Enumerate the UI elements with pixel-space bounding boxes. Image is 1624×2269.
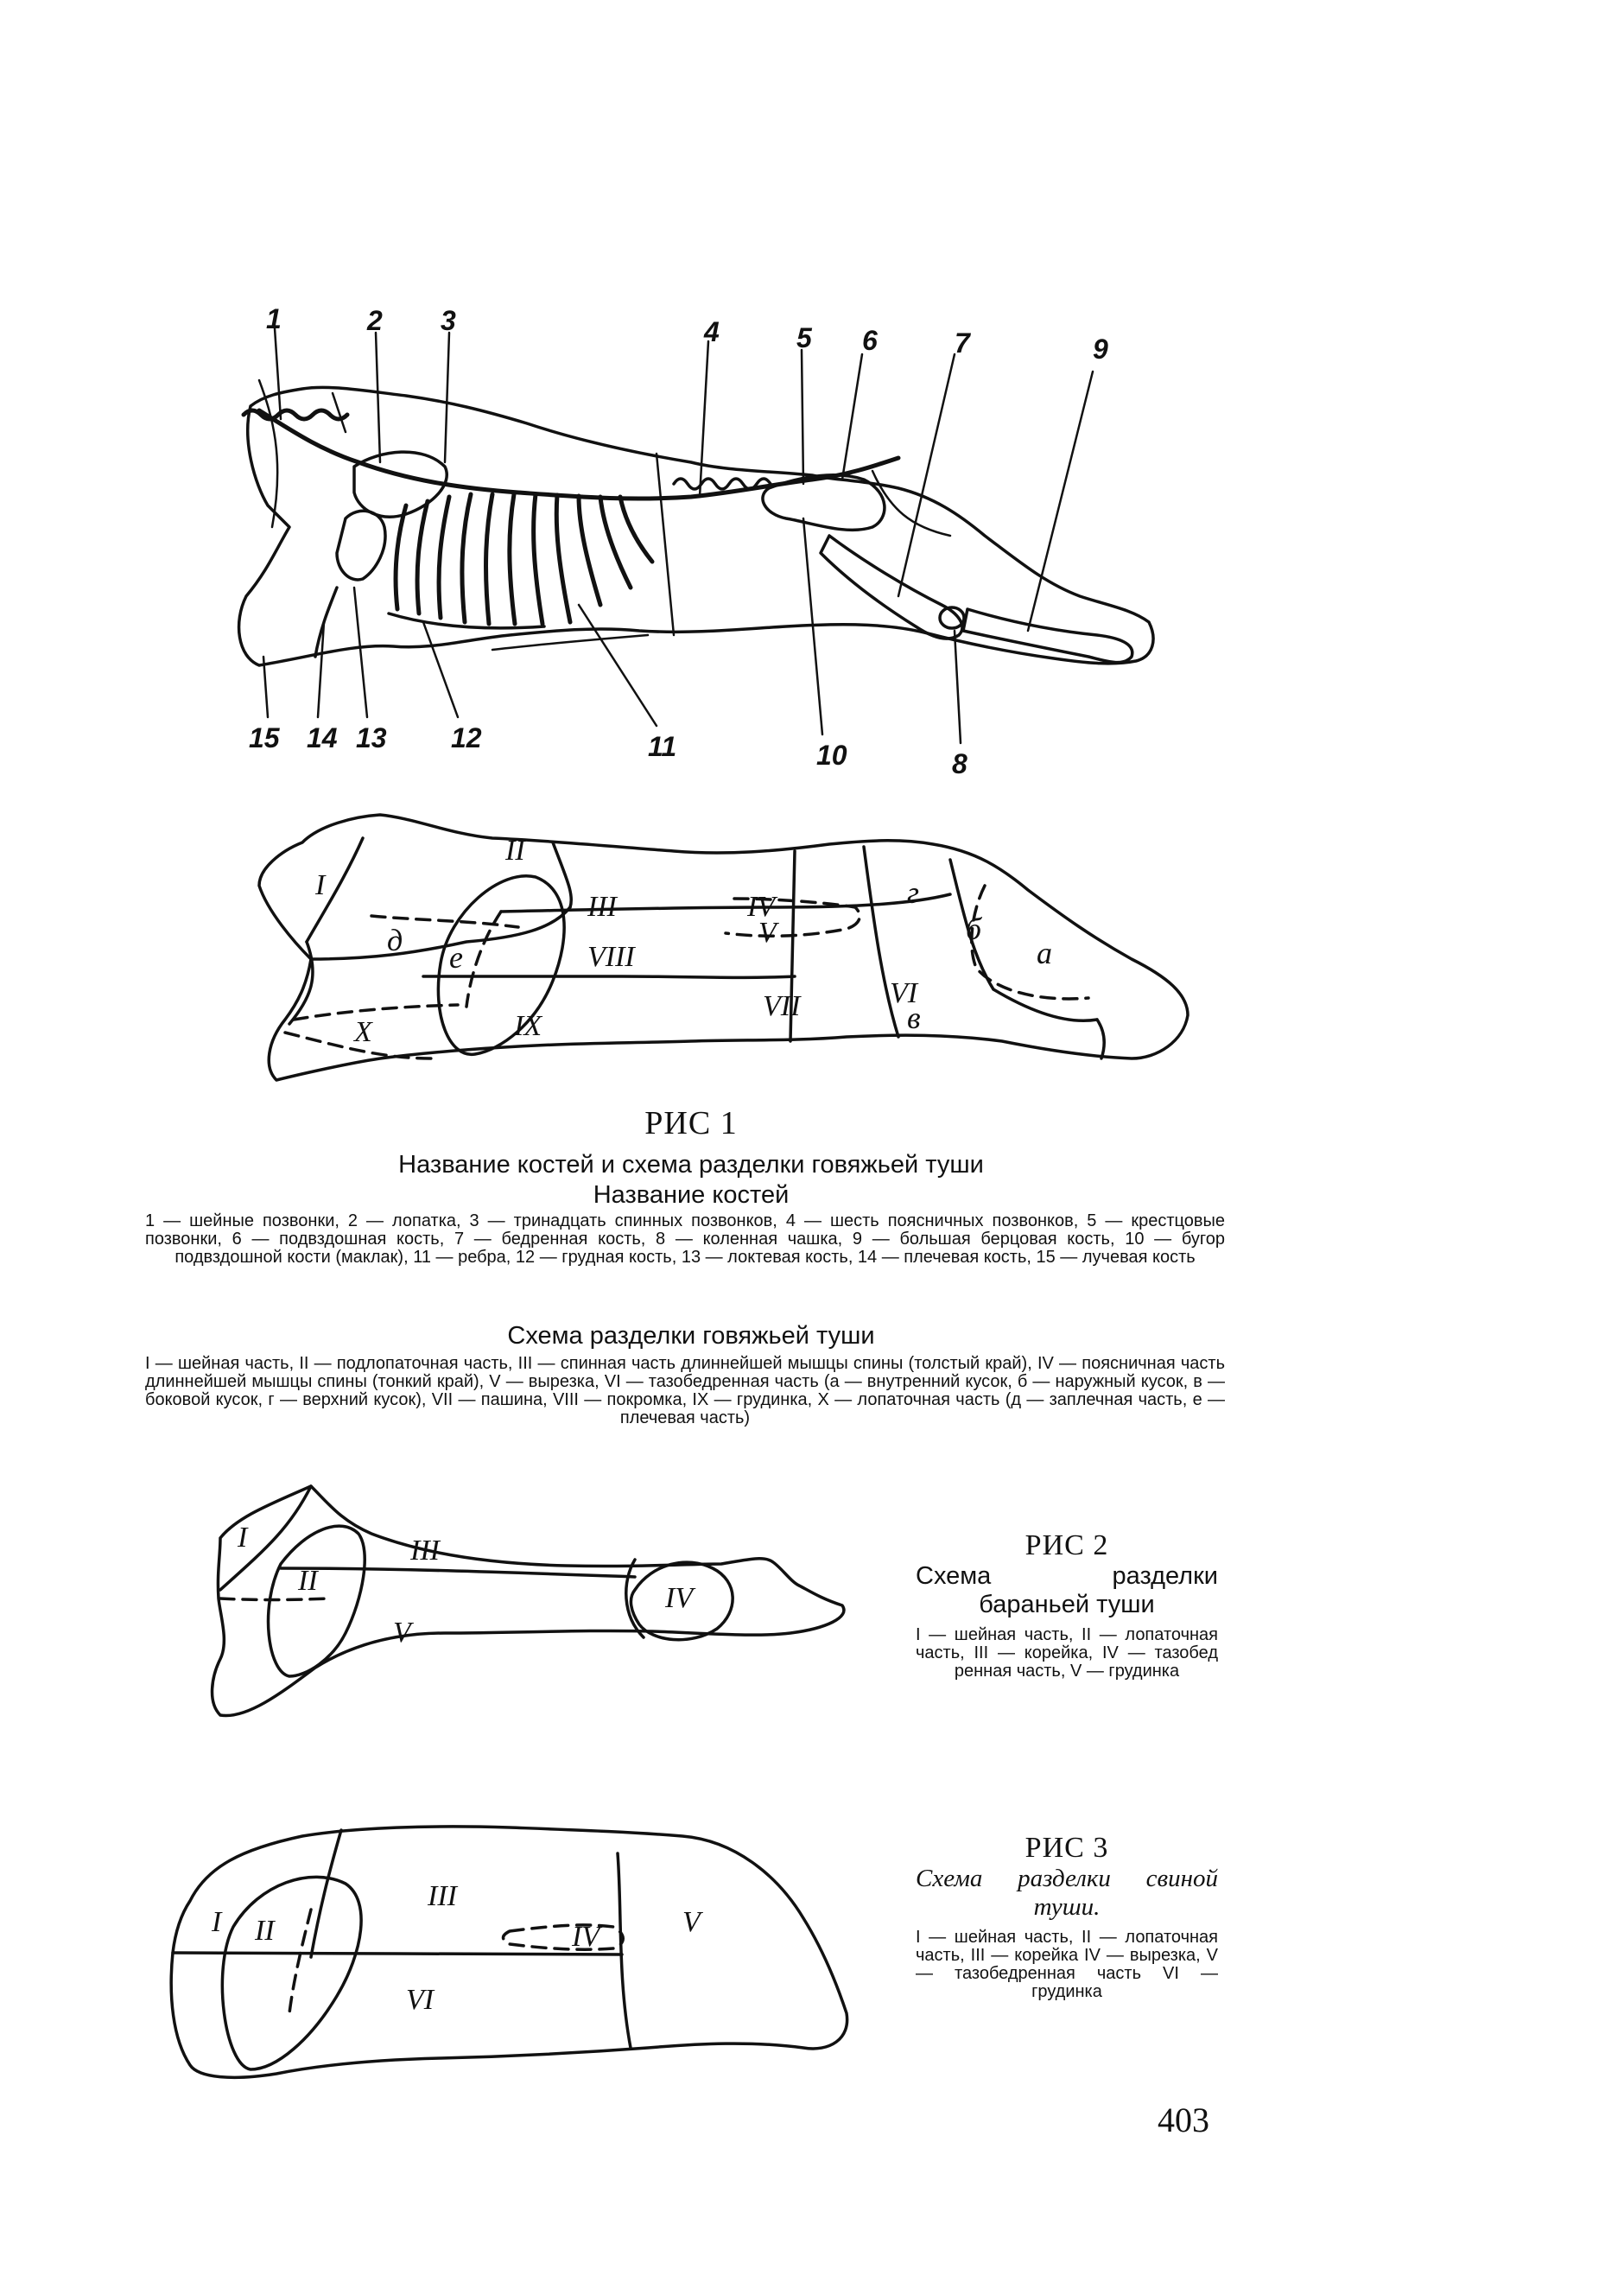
cut-line (173, 1953, 622, 1954)
leader-line (275, 328, 281, 419)
bone-label-3: 3 (441, 305, 456, 336)
cut-line (553, 842, 571, 907)
figure-1-skeleton (207, 303, 1192, 795)
rib (556, 495, 570, 622)
tibia-bone (963, 609, 1132, 663)
cut-label-I: I (212, 1906, 222, 1938)
cut-label-X: X (354, 1016, 372, 1048)
bone-label-2: 2 (367, 305, 383, 336)
cut-label-d: д (387, 923, 403, 957)
rib (510, 494, 515, 624)
cut-label-VI: VI (406, 1984, 435, 2016)
figure-1-legend-bones: 1 — шейные позвонки, 2 — лопатка, 3 — тринадцать спинных позвонков, 4 — шесть поясничных позвонков, 5 — крестцовые позвонки, 6 — подвздошная кость, 7 — бедренная кость, 8 — коленная чашка, 9 — большая берцовая кость, 10 — бугор подвздошной кости (маклак), 11 — ребра, 12 — грудная кость, 13 — локтевая кость, 14 — плечевая кость, 15 — лучевая кость (145, 1211, 1225, 1267)
cut-label-b: б (966, 912, 982, 946)
rib (534, 494, 542, 624)
leader-line (445, 333, 449, 462)
leader-line (898, 354, 955, 596)
figure-1-legend-cuts: I — шейная часть, II — подлопаточная часть, III — спинная часть длиннейшей мышцы спины (толстый край), IV — поясничная часть длиннейшей мышцы спины (тонкий край), V — вырезка, VI — тазобедренная часть (а — внутренний кусок, б — наружный кусок, в — боковой кусок, г — верхний кусок), VII — пашина, VIII — покромка, IX — грудинка, X — лопаточная часть (д — заплечная часть, е — плечевая часть) (145, 1354, 1225, 1427)
leader-line (579, 605, 657, 726)
cut-label-II: II (255, 1915, 275, 1947)
cut-label-IV: IV (665, 1582, 694, 1614)
leader-line (1028, 372, 1093, 631)
cut-line (281, 1568, 635, 1577)
beef-skeleton-diagram (207, 303, 1192, 795)
bone-label-14: 14 (307, 722, 338, 753)
cut-label-IX: IX (514, 1010, 542, 1042)
leader-line (700, 341, 708, 497)
lamb-oval-ii (269, 1526, 365, 1676)
cut-label-a: а (1037, 936, 1052, 970)
cut-label-IV: IV (747, 891, 776, 923)
figure-3-pork-cuts (147, 1806, 855, 2108)
cut-label-V: V (682, 1906, 701, 1938)
rib (620, 497, 652, 562)
cut-line (993, 989, 1097, 1020)
cut-line (1097, 1020, 1104, 1058)
figure-2-caption: РИС 2 (1025, 1529, 1109, 1561)
skeleton-section-line (333, 393, 346, 432)
bone-label-15: 15 (249, 722, 280, 753)
leader-line (263, 657, 268, 717)
rib (439, 497, 449, 618)
bone-label-7: 7 (955, 327, 970, 359)
figure-3-legend: I — шейная часть, II — лопаточная часть, III — корейка IV — вырезка, V — тазобедренная часть VI — грудинка (916, 1928, 1218, 2001)
rib (462, 494, 471, 622)
figure-1-subtitle-cuts: Схема разделки говяжьей туши (507, 1322, 875, 1350)
bone-label-12: 12 (451, 722, 482, 753)
leader-line (842, 354, 862, 480)
figure-1-beef-cuts (242, 808, 1209, 1136)
rib (417, 501, 428, 613)
rib (396, 505, 406, 609)
rib (579, 496, 600, 605)
bone-label-10: 10 (816, 740, 847, 771)
leader-line (376, 333, 380, 462)
skeleton-section-line (492, 635, 648, 650)
page-number: 403 (1158, 2101, 1209, 2139)
bone-label-8: 8 (952, 748, 967, 779)
cut-dashed-line (294, 1005, 458, 1020)
cut-label-II: II (298, 1565, 318, 1597)
bone-label-9: 9 (1093, 334, 1108, 365)
figure-2-lamb-cuts (186, 1469, 860, 1754)
leader-line (802, 350, 803, 484)
cut-line (618, 1853, 631, 2048)
humerus-bone (337, 511, 385, 580)
cut-label-I: I (315, 869, 326, 901)
figure-3-title: Схема разделки свиной туши. (916, 1865, 1218, 1921)
bone-label-11: 11 (648, 731, 677, 762)
scapula-bone (354, 452, 447, 517)
bone-label-1: 1 (266, 303, 282, 334)
cut-label-IV: IV (572, 1921, 600, 1953)
cut-label-VIII: VIII (587, 941, 635, 973)
figure-1-subtitle-bones: Название костей (593, 1181, 790, 1209)
cut-label-VI: VI (890, 977, 918, 1009)
leader-line (354, 588, 367, 717)
figure-3-caption: РИС 3 (1025, 1832, 1109, 1864)
leader-line (423, 622, 458, 717)
cut-label-V: V (393, 1617, 411, 1649)
cut-label-e: е (449, 940, 463, 975)
beef-carcass-outline (239, 387, 1153, 665)
cut-label-v: в (907, 1001, 921, 1035)
bone-label-6: 6 (862, 325, 878, 356)
lamb-cut-diagram (186, 1469, 860, 1754)
figure-3-caption-block (916, 1832, 1218, 2001)
cut-label-V: V (758, 917, 777, 949)
cut-label-g: г (907, 875, 920, 910)
cut-line (311, 907, 570, 959)
figure-2-legend: I — шейная часть, II — лопаточная часть, III — корейка, IV — тазобед ренная часть, V — грудинка (916, 1625, 1218, 1681)
bone-label-4: 4 (704, 316, 720, 347)
cut-dashed-line (289, 1910, 311, 2013)
cut-label-III: III (428, 1880, 457, 1912)
pork-cut-diagram (147, 1806, 855, 2108)
pork-oval-ii (222, 1877, 361, 2069)
cut-line (289, 942, 313, 1024)
vertebral-column-neck (244, 410, 347, 419)
lamb-carcass-outline (213, 1486, 844, 1716)
cut-line (311, 1830, 341, 1957)
cut-line (501, 894, 950, 912)
cut-label-III: III (587, 891, 617, 923)
cut-dashed-line (220, 1598, 328, 1600)
cut-label-VII: VII (763, 990, 801, 1022)
bone-label-5: 5 (796, 322, 812, 353)
figure-2-title: Схема разделки бараньей туши (916, 1562, 1218, 1618)
rib (486, 494, 492, 624)
leader-line (955, 631, 961, 743)
cut-label-II: II (505, 835, 525, 867)
skeleton-section-line (657, 454, 674, 635)
bone-label-13: 13 (356, 722, 387, 753)
rib (600, 497, 631, 588)
radius-bone (315, 588, 337, 657)
figure-1-title: Название костей и схема разделки говяжьей туши (398, 1151, 984, 1179)
figure-2-caption-block (916, 1529, 1218, 1681)
cut-label-I: I (238, 1522, 248, 1554)
beef-cut-diagram (242, 808, 1209, 1136)
cut-label-III: III (410, 1535, 440, 1567)
cut-dashed-line (504, 1925, 624, 1949)
figure-1-caption: РИС 1 (644, 1105, 738, 1141)
cut-line (423, 976, 795, 977)
